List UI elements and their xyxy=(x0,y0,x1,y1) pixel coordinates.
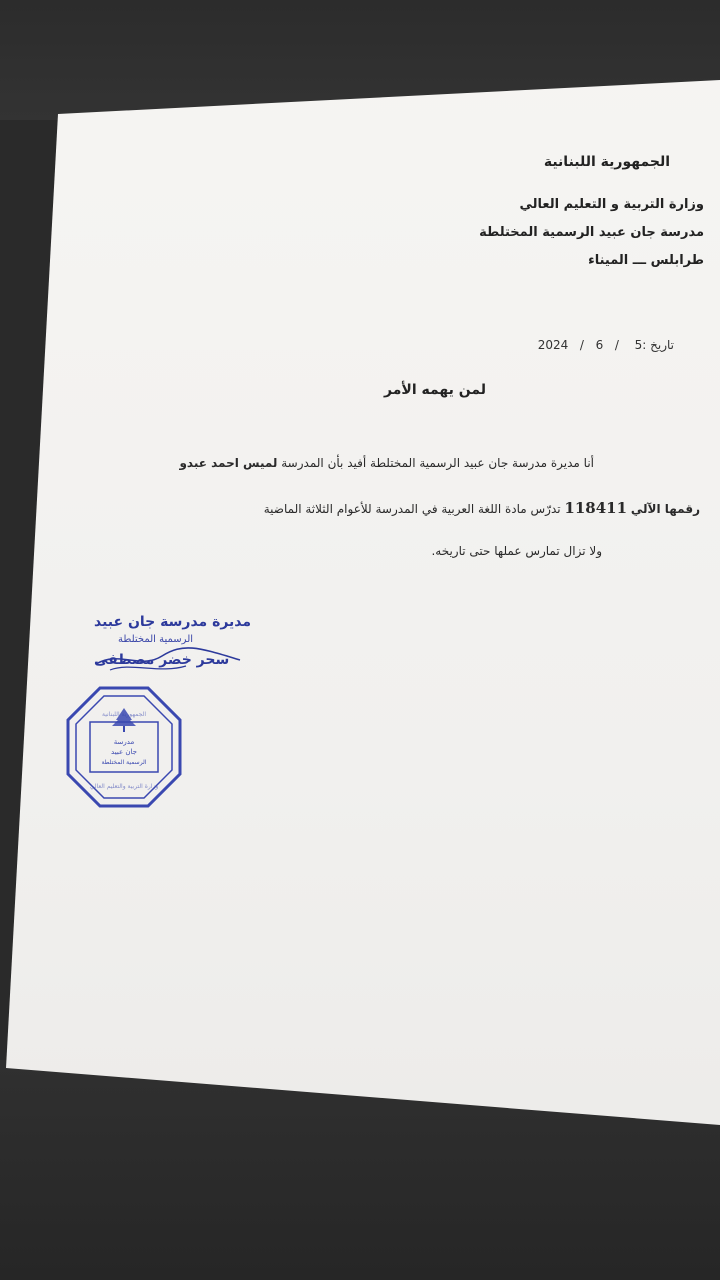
body-line-2-text: تدرّس مادة اللغة العربية في المدرسة للأعوام الثلاثة الماضية xyxy=(263,502,561,516)
date-month: 6 xyxy=(595,338,604,352)
handwritten-signature-scribble xyxy=(90,630,250,680)
stamp-bottom-text: وزارة التربية والتعليم العالي xyxy=(89,783,159,790)
employee-number: 118411 xyxy=(564,499,628,517)
header-ministry: وزارة التربية و التعليم العالي xyxy=(519,197,704,212)
stamp-center-text-1: مدرسة xyxy=(113,738,135,746)
signature-title: مديرة مدرسة جان عبيد xyxy=(94,614,252,630)
employee-number-label: رقمها الآلي xyxy=(630,502,700,516)
header-republic: الجمهورية اللبنانية xyxy=(543,154,670,170)
document-date xyxy=(538,338,674,352)
header-school: مدرسة جان عبيد الرسمية المختلطة xyxy=(479,225,704,240)
body-line-2 xyxy=(100,499,700,517)
body-line-1 xyxy=(104,456,594,470)
body-line-1-text: أنا مديرة مدرسة جان عبيد الرسمية المختلطة أفيد بأن المدرسة xyxy=(277,456,594,470)
date-year: 2024 xyxy=(537,338,569,352)
signature-subtitle: الرسمية المختلطة xyxy=(118,634,194,645)
official-stamp xyxy=(66,686,182,808)
date-sep: / xyxy=(579,338,584,352)
date-sep: / xyxy=(614,338,619,352)
stamp-top-text: الجمهورية اللبنانية xyxy=(101,711,147,718)
header-city: طرابلس ـــ الميناء xyxy=(588,253,704,268)
date-label: تاريخ :5 xyxy=(634,338,674,352)
stamp-center-text-3: الرسمية المختلطة xyxy=(101,759,147,766)
stamp-center-text-2: جان عبيد xyxy=(111,748,137,756)
employee-name: لميس احمد عبدو xyxy=(179,456,278,470)
document-subject: لمن يهمه الأمر xyxy=(384,382,486,398)
body-line-3: ولا تزال تمارس عملها حتى تاريخه. xyxy=(431,544,602,558)
signature-name: سحر خضر مصطفى xyxy=(94,652,230,668)
